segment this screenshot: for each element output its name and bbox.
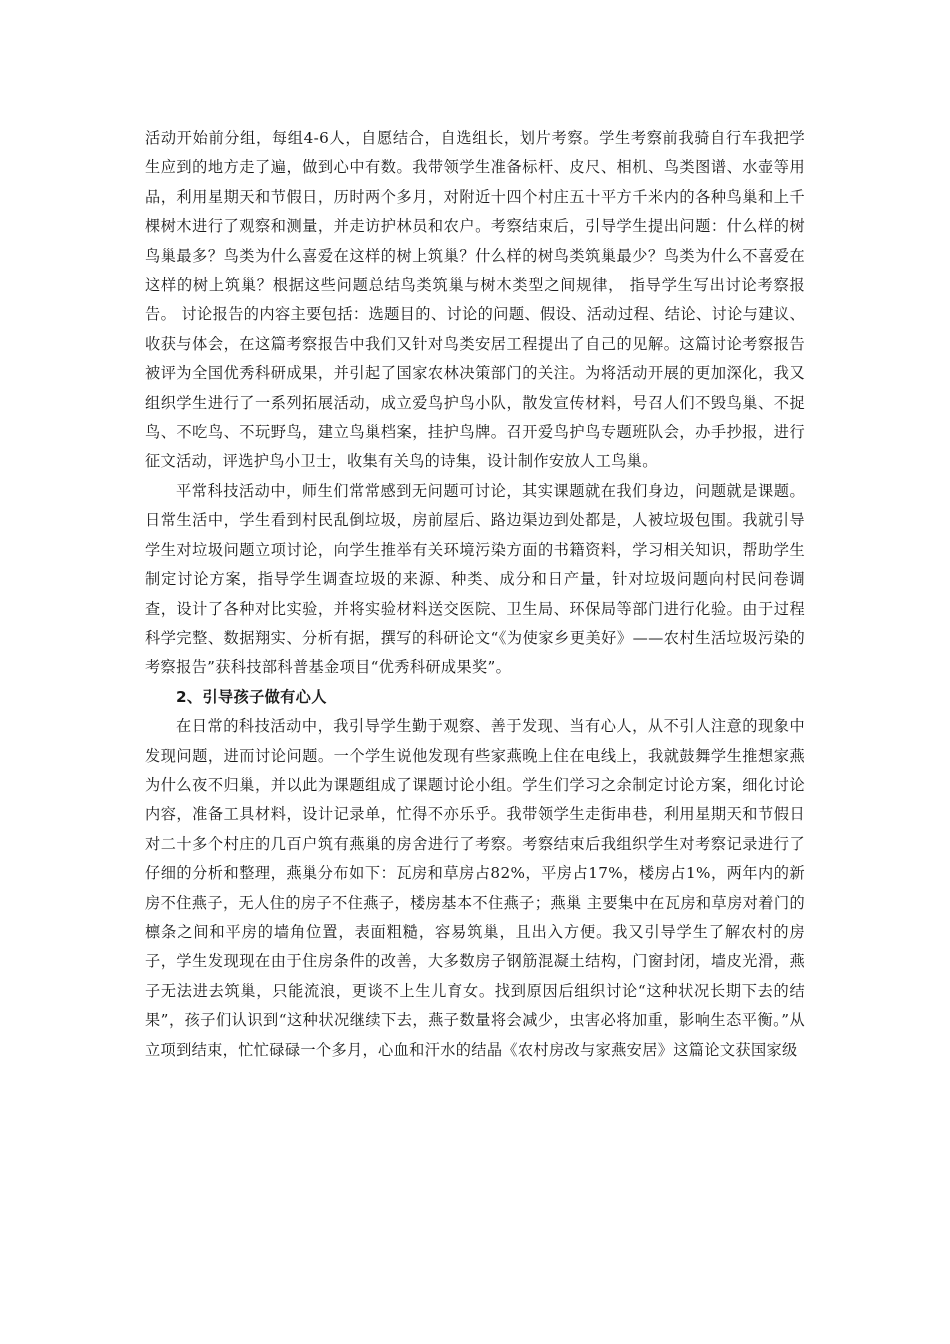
paragraph-swallow-research: 在日常的科技活动中，我引导学生勤于观察、善于发现、当有心人，从不引人注意的现象中发现问题，进而讨论问题。一个学生说他发现有些家燕晚上住在电线上，我就鼓舞学生推想家燕为什么夜不归巢，并以此为课题组成了课题讨论小组。学生们学习之余制定讨论方案，细化讨论内容，准备工具材料，设计记录单，忙得不亦乐乎。我带领学生走街串巷，利用星期天和节假日对二十多个村庄的几百户筑有燕巢的房舍进行了考察。考察结束后我组织学生对考察记录进行了仔细的分析和整理，燕巢分布如下：瓦房和草房占82%，平房占17%，楼房占1%，两年内的新房不住燕子，无人住的房子不住燕子，楼房基本不住燕子；燕巢 主要集中在瓦房和草房对着门的檩条之间和平房的墙角位置，表面粗糙，容易筑巢，且出入方便。我又引导学生了解农村的房子，学生发现现在由于住房条件的改善，大多数房子钢筋混凝土结构，门窗封闭，墙皮光滑，燕子无法进去筑巢，只能流浪，更谈不上生儿育女。找到原因后组织讨论“这种状况长期下去的结果”，孩子们认识到“这种状况继续下去，燕子数量将会减少，虫害必将加重，影响生态平衡。”从立项到结束，忙忙碌碌一个多月，心血和汗水的结晶《农村房改与家燕安居》这篇论文获国家级 xyxy=(145,717,805,1059)
section-heading: 2、引导孩子做有心人 xyxy=(176,687,327,706)
document-page xyxy=(145,124,805,1065)
paragraph-bird-nest-survey: 活动开始前分组，每组4-6人，自愿结合，自选组长，划片考察。学生考察前我骑自行车我把学生应到的地方走了遍，做到心中有数。我带领学生准备标杆、皮尺、相机、鸟类图谱、水壶等用品，利用星期天和节假日，历时两个多月，对附近十四个村庄五十平方千米内的各种鸟巢和上千棵树木进行了观察和测量，并走访护林员和农户。考察结束后，引导学生提出问题：什么样的树鸟巢最多？鸟类为什么喜爱在这样的树上筑巢？什么样的树鸟类筑巢最少？鸟类为什么不喜爱在这样的树上筑巢？根据这些问题总结鸟类筑巢与树木类型之间规律， 指导学生写出讨论考察报告。 讨论报告的内容主要包括：选题目的、讨论的问题、假设、活动过程、结论、讨论与建议、收获与体会，在这篇考察报告中我们又针对鸟类安居工程提出了自己的见解。这篇讨论考察报告被评为全国优秀科研成果，并引起了国家农林决策部门的关注。为将活动开展的更加深化，我又组织学生进行了一系列拓展活动，成立爱鸟护鸟小队，散发宣传材料，号召人们不毁鸟巢、不捉鸟、不吃鸟、不玩野鸟，建立鸟巢档案，挂护鸟牌。召开爱鸟护鸟专题班队会，办手抄报，进行征文活动，评选护鸟小卫士，收集有关鸟的诗集，设计制作安放人工鸟巢。 xyxy=(145,129,805,471)
paragraph-garbage-research: 平常科技活动中，师生们常常感到无问题可讨论，其实课题就在我们身边，问题就是课题。日常生活中，学生看到村民乱倒垃圾，房前屋后、路边渠边到处都是，人被垃圾包围。我就引导学生对垃圾问题立项讨论，向学生推举有关环境污染方面的书籍资料，学习相关知识，帮助学生制定讨论方案，指导学生调查垃圾的来源、种类、成分和日产量，针对垃圾问题向村民问卷调查，设计了各种对比实验，并将实验材料送交医院、卫生局、环保局等部门进行化验。由于过程科学完整、数据翔实、分析有据，撰写的科研论文“《为使家乡更美好》——农村生活垃圾污染的考察报告”获科技部科普基金项目“优秀科研成果奖”。 xyxy=(145,481,805,677)
